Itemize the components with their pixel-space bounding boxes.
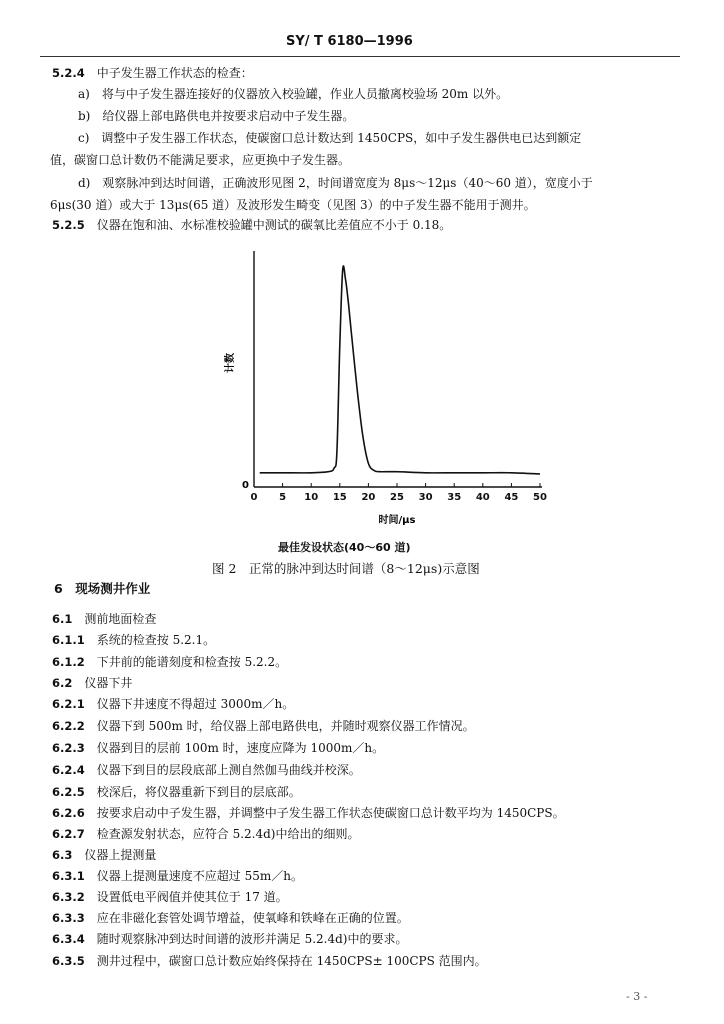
section-title: 仪器上提测量: [84, 848, 157, 862]
chart-axes: [254, 251, 542, 487]
section-6: [54, 582, 150, 596]
section-text: 仪器下井速度不得超过 3000m／h。: [96, 697, 295, 711]
section-title: 仪器下井: [84, 676, 133, 690]
pulse-spectrum-chart: [210, 240, 560, 525]
section-text: 按要求启动中子发生器，并调整中子发生器工作状态使碳窗口总计数平均为 1450CPS。: [96, 806, 565, 820]
x-tick-label: 35: [447, 492, 462, 503]
series-line: [260, 266, 540, 474]
page-header: SY/ T 6180—1996: [286, 34, 413, 49]
section-6-2-4: [52, 763, 361, 777]
section-number: 6.3.4: [52, 932, 85, 946]
item-d-line2: 6μs(30 道）或大于 13μs(65 道）及波形发生畸变（见图 3）的中子发生器不能用于测井。: [50, 198, 536, 212]
item-b: b) 给仪器上部电路供电并按要求启动中子发生器。: [78, 109, 355, 123]
section-6-3-2: [52, 890, 288, 904]
section-6-1-2: [52, 655, 287, 669]
section-text: 下井前的能谱刻度和检查按 5.2.2。: [96, 655, 288, 669]
x-tick-label: 15: [332, 492, 347, 503]
section-text: 应在非磁化套管处调节增益，使氧峰和铁峰在正确的位置。: [96, 911, 409, 925]
section-6-3: [52, 848, 156, 862]
section-number: 6.2.6: [52, 806, 85, 820]
section-text: 校深后，将仪器重新下到目的层底部。: [96, 785, 301, 799]
chart-ticks: [251, 483, 547, 503]
item-d-line1: d) 观察脉冲到达时间谱，正确波形见图 2，时间谱宽度为 8μs～12μs（40～60 道），宽度小于: [78, 176, 593, 190]
section-text: 仪器在饱和油、水标准校验罐中测试的碳氧比差值应不小于 0.18。: [96, 218, 452, 232]
x-tick-label: 50: [533, 492, 547, 503]
header-rule: [40, 56, 680, 57]
item-c-line1: c) 调整中子发生器工作状态，使碳窗口总计数达到 1450CPS，如中子发生器供电已达到额定: [78, 131, 582, 145]
section-6-2-2: [52, 719, 475, 733]
x-tick-label: 25: [390, 492, 404, 503]
section-number: 6.3.5: [52, 954, 85, 968]
section-number: 6.3.2: [52, 890, 85, 904]
section-6-2-1: [52, 697, 294, 711]
section-text: 仪器下到 500m 时，给仪器上部电路供电，并随时观察仪器工作情况。: [96, 719, 475, 733]
section-6-2-5: [52, 785, 301, 799]
section-number: 6.3.3: [52, 911, 85, 925]
section-title: 测前地面检查: [84, 612, 157, 626]
section-number: 6.1.2: [52, 655, 85, 669]
section-number: 6.3.1: [52, 869, 85, 883]
section-number: 6.2.3: [52, 741, 85, 755]
section-text: 仪器下到目的层段底部上测自然伽马曲线并校深。: [96, 763, 361, 777]
section-number: 5.2.5: [52, 218, 85, 232]
y-origin-label: 0: [242, 480, 249, 491]
section-text: 仪器上提测量速度不应超过 55m／h。: [96, 869, 303, 883]
section-6-3-3: [52, 911, 409, 925]
section-number: 6.2.5: [52, 785, 85, 799]
section-text: 仪器到目的层前 100m 时，速度应降为 1000m／h。: [96, 741, 385, 755]
section-text: 随时观察脉冲到达时间谱的波形并满足 5.2.4d)中的要求。: [96, 932, 408, 946]
section-text: 检查源发射状态，应符合 5.2.4d)中给出的细则。: [96, 827, 360, 841]
section-6-3-4: [52, 932, 407, 946]
section-number: 6.2.1: [52, 697, 85, 711]
x-tick-label: 30: [418, 492, 433, 503]
section-6-2-7: [52, 827, 359, 841]
x-tick-label: 20: [361, 492, 376, 503]
section-5-2-5: [52, 218, 451, 232]
item-a: a) 将与中子发生器连接好的仪器放入校验罐，作业人员撤离校验场 20m 以外。: [78, 87, 509, 101]
section-6-2-6: [52, 806, 565, 820]
section-number: 5.2.4: [52, 66, 85, 80]
x-tick-label: 10: [304, 492, 319, 503]
section-6-1: [52, 612, 156, 626]
section-number: 6.2.4: [52, 763, 85, 777]
x-tick-label: 40: [475, 492, 490, 503]
section-6-2-3: [52, 741, 384, 755]
section-6-2: [52, 676, 132, 690]
section-6-3-5: [52, 954, 487, 968]
section-number: 6.1.1: [52, 633, 85, 647]
section-6-3-1: [52, 869, 303, 883]
section-title: 中子发生器工作状态的检查：: [96, 66, 253, 80]
section-text: 测井过程中，碳窗口总计数应始终保持在 1450CPS± 100CPS 范围内。: [96, 954, 487, 968]
x-axis-label: 时间/μs: [378, 515, 416, 525]
section-title: 现场测井作业: [75, 581, 151, 596]
x-tick-label: 0: [250, 492, 258, 503]
figure-caption: 图 2 正常的脉冲到达时间谱（8～12μs)示意图: [212, 561, 480, 576]
figure-subtitle: 最佳发设状态(40～60 道): [278, 541, 411, 554]
section-number: 6.2.2: [52, 719, 85, 733]
x-tick-label: 45: [504, 492, 519, 503]
section-number: 6.2.7: [52, 827, 85, 841]
section-number: 6.1: [52, 612, 73, 626]
y-axis-label: 计数: [225, 353, 236, 373]
section-text: 系统的检查按 5.2.1。: [96, 633, 216, 647]
section-number: 6.2: [52, 676, 73, 690]
section-5-2-4: [52, 66, 253, 80]
section-number: 6.3: [52, 848, 73, 862]
page-number: - 3 -: [626, 990, 648, 1003]
section-6-1-1: [52, 633, 215, 647]
section-number: 6: [54, 581, 63, 596]
item-c-line2: 值，碳窗口总计数仍不能满足要求，应更换中子发生器。: [50, 153, 351, 167]
section-text: 设置低电平阀值并使其位于 17 道。: [96, 890, 288, 904]
x-tick-label: 5: [279, 492, 287, 503]
